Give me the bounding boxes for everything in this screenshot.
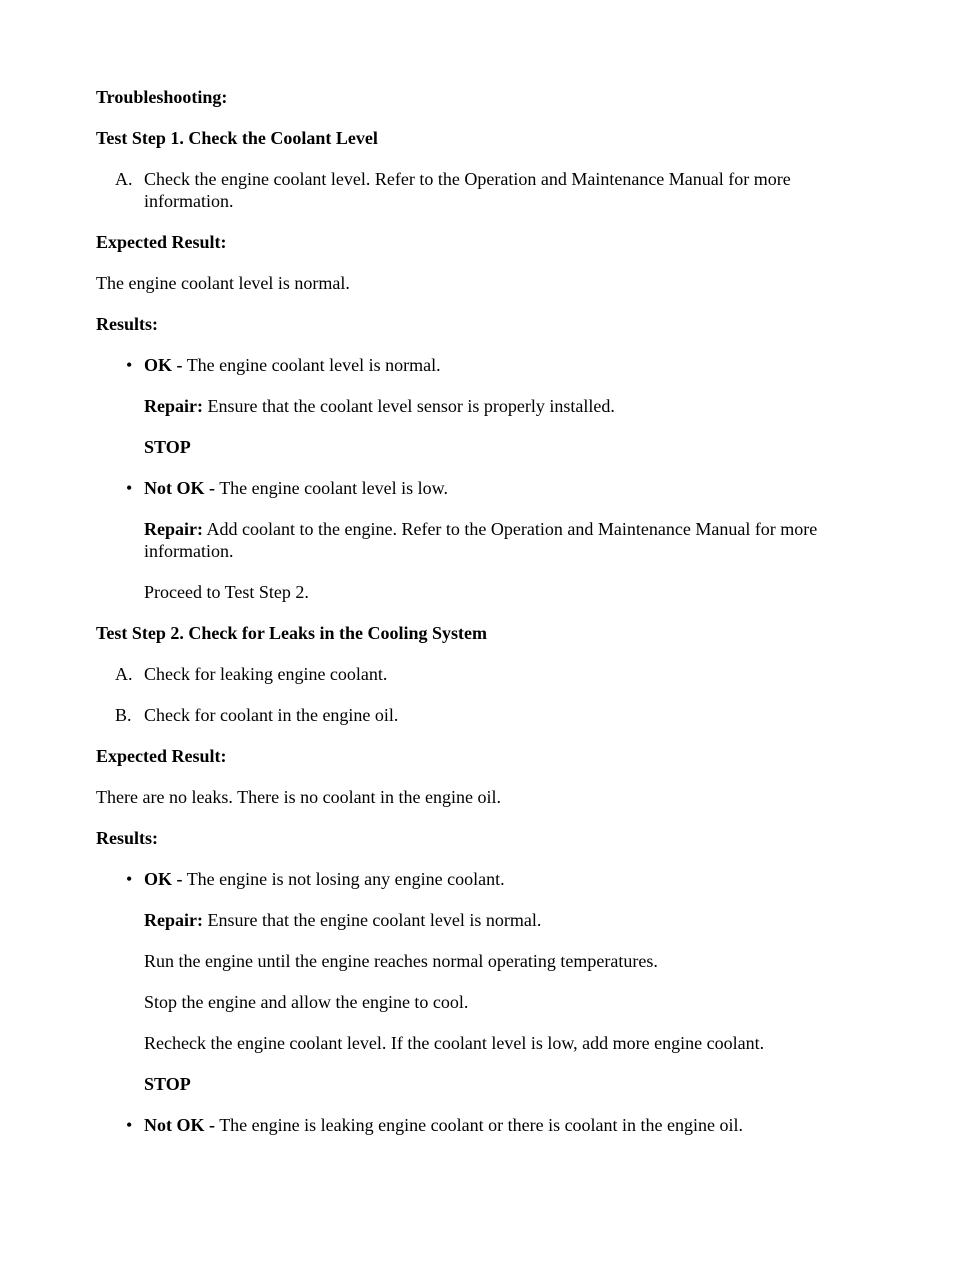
step1-ok-result — [96, 354, 876, 376]
bullet: • — [126, 478, 133, 498]
step1-not-ok-repair — [96, 518, 876, 562]
step2-ok-repair — [96, 909, 876, 931]
step1-not-ok-result — [96, 477, 876, 499]
list-item-text: Check for coolant in the engine oil. — [144, 705, 399, 725]
list-marker: B. — [115, 705, 132, 725]
step2-ok-stop: STOP — [144, 1074, 191, 1094]
step2-ok-result — [96, 868, 876, 890]
not-ok-label: Not OK - — [144, 1115, 215, 1135]
repair-text: Ensure that the coolant level sensor is properly installed. — [207, 396, 615, 416]
step2-expected-text: There are no leaks. There is no coolant in the engine oil. — [96, 787, 502, 807]
step1-ok-stop: STOP — [144, 437, 191, 457]
repair-label: Repair: — [144, 396, 203, 416]
list-item-text: Check the engine coolant level. Refer to the Operation and Maintenance Manual for more information. — [144, 169, 791, 211]
list-item-text: Check for leaking engine coolant. — [144, 664, 388, 684]
step2-ok-step-3: Recheck the engine coolant level. If the coolant level is low, add more engine coolant. — [144, 1033, 765, 1053]
step1-ok-repair — [96, 395, 876, 417]
list-marker: A. — [115, 169, 133, 189]
document-page — [96, 86, 876, 1136]
step2-ok-step-2: Stop the engine and allow the engine to cool. — [144, 992, 469, 1012]
step2-item-a — [96, 663, 876, 685]
step1-expected-label: Expected Result: — [96, 232, 227, 252]
bullet: • — [126, 1115, 133, 1135]
list-marker: A. — [115, 664, 133, 684]
step2-ok-step-1: Run the engine until the engine reaches normal operating temperatures. — [144, 951, 658, 971]
step1-item-a — [96, 168, 876, 212]
ok-label: OK - — [144, 869, 183, 889]
bullet: • — [126, 355, 133, 375]
bullet: • — [126, 869, 133, 889]
step2-title: Test Step 2. Check for Leaks in the Cooling System — [96, 623, 488, 643]
not-ok-label: Not OK - — [144, 478, 215, 498]
troubleshooting-heading: Troubleshooting: — [96, 87, 228, 107]
ok-text: The engine coolant level is normal. — [186, 355, 441, 375]
repair-label: Repair: — [144, 910, 203, 930]
step1-expected-text: The engine coolant level is normal. — [96, 273, 350, 293]
step2-results-label: Results: — [96, 828, 158, 848]
ok-label: OK - — [144, 355, 183, 375]
repair-label: Repair: — [144, 519, 203, 539]
step2-not-ok-result — [96, 1114, 876, 1136]
ok-text: The engine is not losing any engine coolant. — [186, 869, 505, 889]
not-ok-text: The engine coolant level is low. — [219, 478, 448, 498]
repair-text: Add coolant to the engine. Refer to the Operation and Maintenance Manual for more information. — [144, 519, 818, 561]
step2-expected-label: Expected Result: — [96, 746, 227, 766]
step1-proceed: Proceed to Test Step 2. — [144, 582, 309, 602]
step1-results-label: Results: — [96, 314, 158, 334]
repair-text: Ensure that the engine coolant level is normal. — [207, 910, 542, 930]
step1-title: Test Step 1. Check the Coolant Level — [96, 128, 378, 148]
step2-item-b — [96, 704, 876, 726]
not-ok-text: The engine is leaking engine coolant or there is coolant in the engine oil. — [219, 1115, 744, 1135]
